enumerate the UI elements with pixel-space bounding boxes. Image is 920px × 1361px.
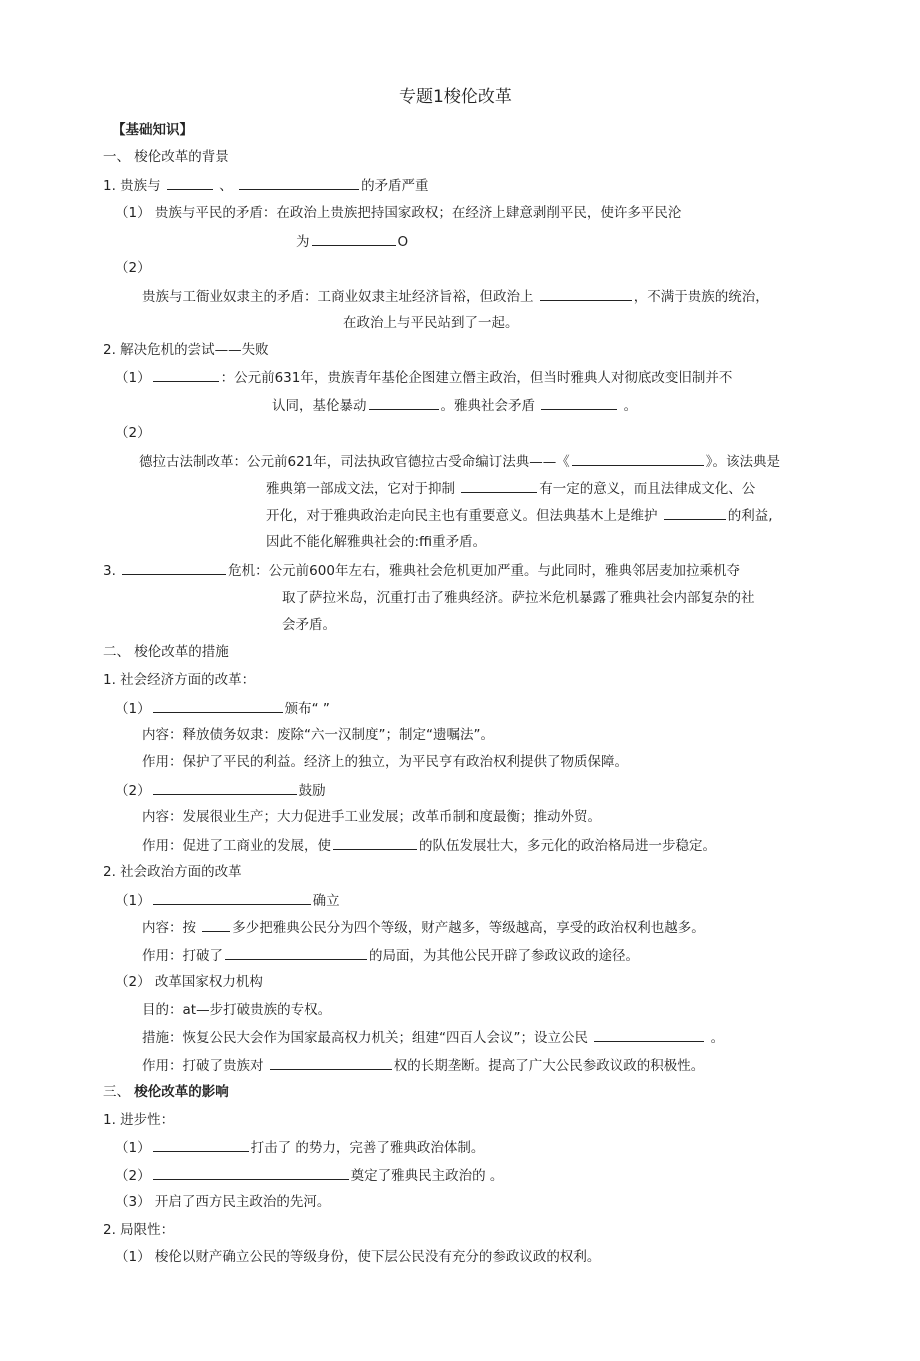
fill-blank[interactable] <box>461 479 537 493</box>
fill-blank[interactable] <box>333 836 417 850</box>
fill-blank[interactable] <box>167 176 213 190</box>
fill-blank[interactable] <box>153 1138 249 1152</box>
text-line-31: 作用：打破了 的局面，为其他公民开辟了参政议政的途径。 <box>142 948 639 964</box>
text-line-15: 开化，对于雅典政治走向民主也有重要意义。但法典基木上是维护 的利益, <box>266 508 773 524</box>
text-line-33: 目的：at—步打破贵族的专权。 <box>142 1002 332 1018</box>
text-line-29: （1） 确立 <box>115 893 340 909</box>
heading-influence: 三、 梭伦改革的影响 <box>103 1084 229 1100</box>
text-line-23: 内容：释放债务奴隶：废除“六一汉制度”；制定“遗嘱法”。 <box>142 727 494 743</box>
text-line-34: 措施：恢复公民大会作为国家最高权力机关；组建“四百人会议”；设立公民 。 <box>142 1030 725 1046</box>
text-line-24: 作用：保护了平民的利益。经济上的独立，为平民亨有政治权利提供了物质保障。 <box>142 754 628 770</box>
fill-blank[interactable] <box>572 452 704 466</box>
text-line-27: 作用：促进了工商业的发展，使 的队伍发展壮大，多元化的政治格局进一步稳定。 <box>142 838 716 854</box>
text-line-11: 认同，基伦暴动 。雅典社会矛盾 。 <box>272 398 638 414</box>
fill-blank[interactable] <box>122 561 226 575</box>
text-line-42: （1） 梭伦以财产确立公民的等级身份，使下层公民没有充分的参政议政的权利。 <box>115 1249 601 1265</box>
section-heading-basic-knowledge: 【基础知识】 <box>112 122 193 138</box>
text-line-39: （2） 奠定了雅典民主政治的 。 <box>115 1168 504 1184</box>
text-line-41: 2. 局限性： <box>103 1222 175 1238</box>
text-line-04: （1） 贵族与平民的矛盾：在政治上贵族把持国家政权；在经济上肆意剥削平民，使许多平民沦 <box>115 205 682 221</box>
fill-blank[interactable] <box>153 1166 349 1180</box>
text-line-10: （1） ：公元前631年，贵族青年基伦企图建立僭主政治，但当时雅典人对彻底改变旧制并不 <box>115 370 733 386</box>
text-line-22: （1） 颁布“ ” <box>115 701 330 717</box>
fill-blank[interactable] <box>540 287 632 301</box>
text-line-21: 1. 社会经济方面的改革： <box>103 672 256 688</box>
text-line-13: 德拉古法制改革：公元前621年，司法执政官德拉古受命编订法典——《 》。该法典是 <box>139 454 781 470</box>
text-line-07: 贵族与工衙业奴隶主的矛盾：工商业奴隶主址经济旨裕，但政治上 ，不满于贵族的统治， <box>142 289 769 305</box>
text-line-06: （2） <box>115 260 151 276</box>
page-title: 专题1梭伦改革 <box>399 87 512 107</box>
fill-blank[interactable] <box>225 946 367 960</box>
fill-blank[interactable] <box>153 891 311 905</box>
heading-background: 一、 梭伦改革的背景 <box>103 149 229 165</box>
fill-blank[interactable] <box>594 1028 704 1042</box>
text-line-19: 会矛盾。 <box>282 617 336 633</box>
fill-blank[interactable] <box>664 506 726 520</box>
fill-blank[interactable] <box>270 1056 392 1070</box>
text-line-28: 2. 社会政治方面的改革 <box>103 864 242 880</box>
text-line-32: （2） 改革国家权力机构 <box>115 974 263 990</box>
text-line-17: 3. 危机：公元前600年左右，雅典社会危机更加严重。与此同时，雅典邻居麦加拉乘机夺 <box>103 563 740 579</box>
text-line-16: 因此不能化解雅典社会的:ffi重矛盾。 <box>266 534 487 550</box>
text-line-05: 为 O <box>296 234 409 250</box>
text-line-18: 取了萨拉米岛，沉重打击了雅典经济。萨拉米危机暴露了雅典社会内部复杂的社 <box>282 590 755 606</box>
text-line-26: 内容：发展很业生产；大力促进手工业发展；改革币制和度最衡；推动外贸。 <box>142 809 601 825</box>
text-line-03: 1. 贵族与 、 的矛盾严重 <box>103 178 429 194</box>
text-line-12: （2） <box>115 425 151 441</box>
fill-blank[interactable] <box>239 176 359 190</box>
fill-blank[interactable] <box>153 699 283 713</box>
text-line-25: （2） 鼓励 <box>115 783 326 799</box>
text-line-09: 2. 解决危机的尝试——失败 <box>103 342 269 358</box>
text-line-40: （3） 开启了西方民主政治的先河。 <box>115 1194 331 1210</box>
fill-blank[interactable] <box>153 781 297 795</box>
fill-blank[interactable] <box>202 918 230 932</box>
text-line-08: 在政治上与平民站到了一起。 <box>343 315 519 331</box>
fill-blank[interactable] <box>153 368 219 382</box>
text-line-38: （1） 打击了 的势力，完善了雅典政治体制。 <box>115 1140 485 1156</box>
text-line-35: 作用：打破了贵族对 权的长期垄断。提高了广大公民参政议政的积极性。 <box>142 1058 705 1074</box>
text-line-30: 内容：按 多少把雅典公民分为四个等级，财产越多，等级越高，享受的政治权利也越多。 <box>142 920 705 936</box>
text-line-37: 1. 进步性： <box>103 1112 175 1128</box>
fill-blank[interactable] <box>312 232 396 246</box>
heading-measures: 二、 梭伦改革的措施 <box>103 644 229 660</box>
fill-blank[interactable] <box>369 396 439 410</box>
text-line-14: 雅典第一部成文法，它对于抑制 有一定的意义，而且法律成文化、公 <box>266 481 756 497</box>
fill-blank[interactable] <box>541 396 617 410</box>
